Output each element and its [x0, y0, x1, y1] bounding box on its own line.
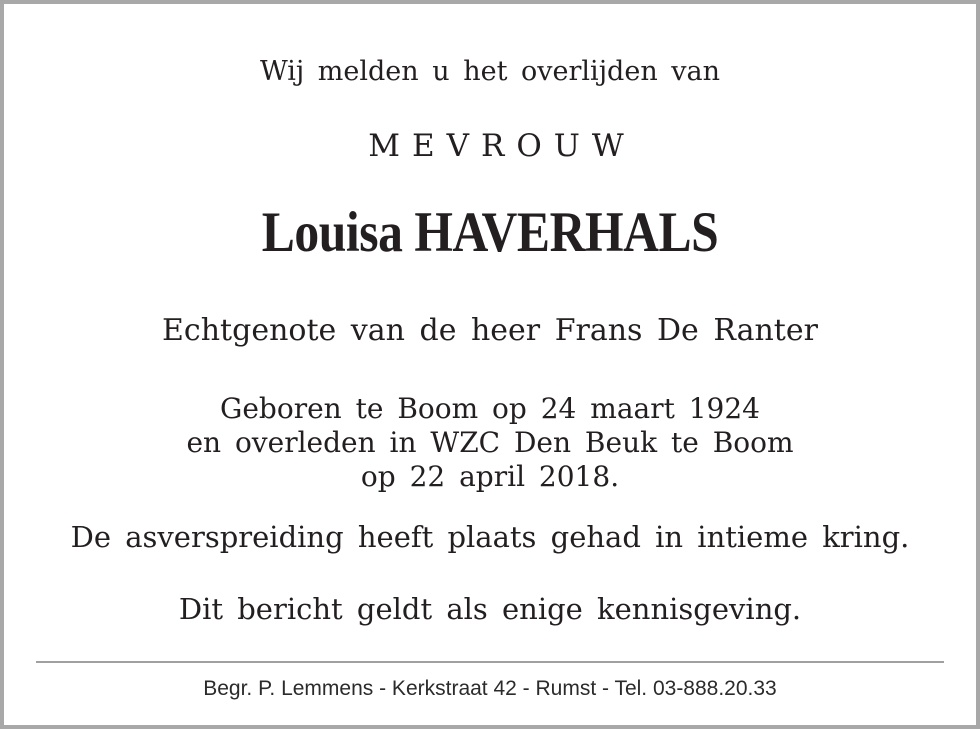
deceased-name: Louisa HAVERHALS — [261, 201, 719, 264]
birth-line: Geboren te Boom op 24 maart 1924 — [219, 392, 760, 425]
funeral-home-footer: Begr. P. Lemmens - Kerkstraat 42 - Rumst - Tel. 03-888.20.33 — [203, 677, 777, 700]
ceremony-text: De asverspreiding heeft plaats gehad in intieme kring. — [70, 520, 910, 554]
intro-text: Wij melden u het overlijden van — [259, 56, 721, 87]
death-line: en overleden in WZC Den Beuk te Boom — [186, 426, 794, 459]
title-text: MEVROUW — [368, 128, 636, 164]
birth-death-details — [4, 392, 976, 494]
spouse-text: Echtgenote van de heer Frans De Ranter — [162, 313, 818, 348]
notice-text: Dit bericht geldt als enige kennisgeving. — [178, 592, 802, 626]
footer-divider — [36, 661, 944, 663]
death-date-line: op 22 april 2018. — [360, 460, 620, 493]
